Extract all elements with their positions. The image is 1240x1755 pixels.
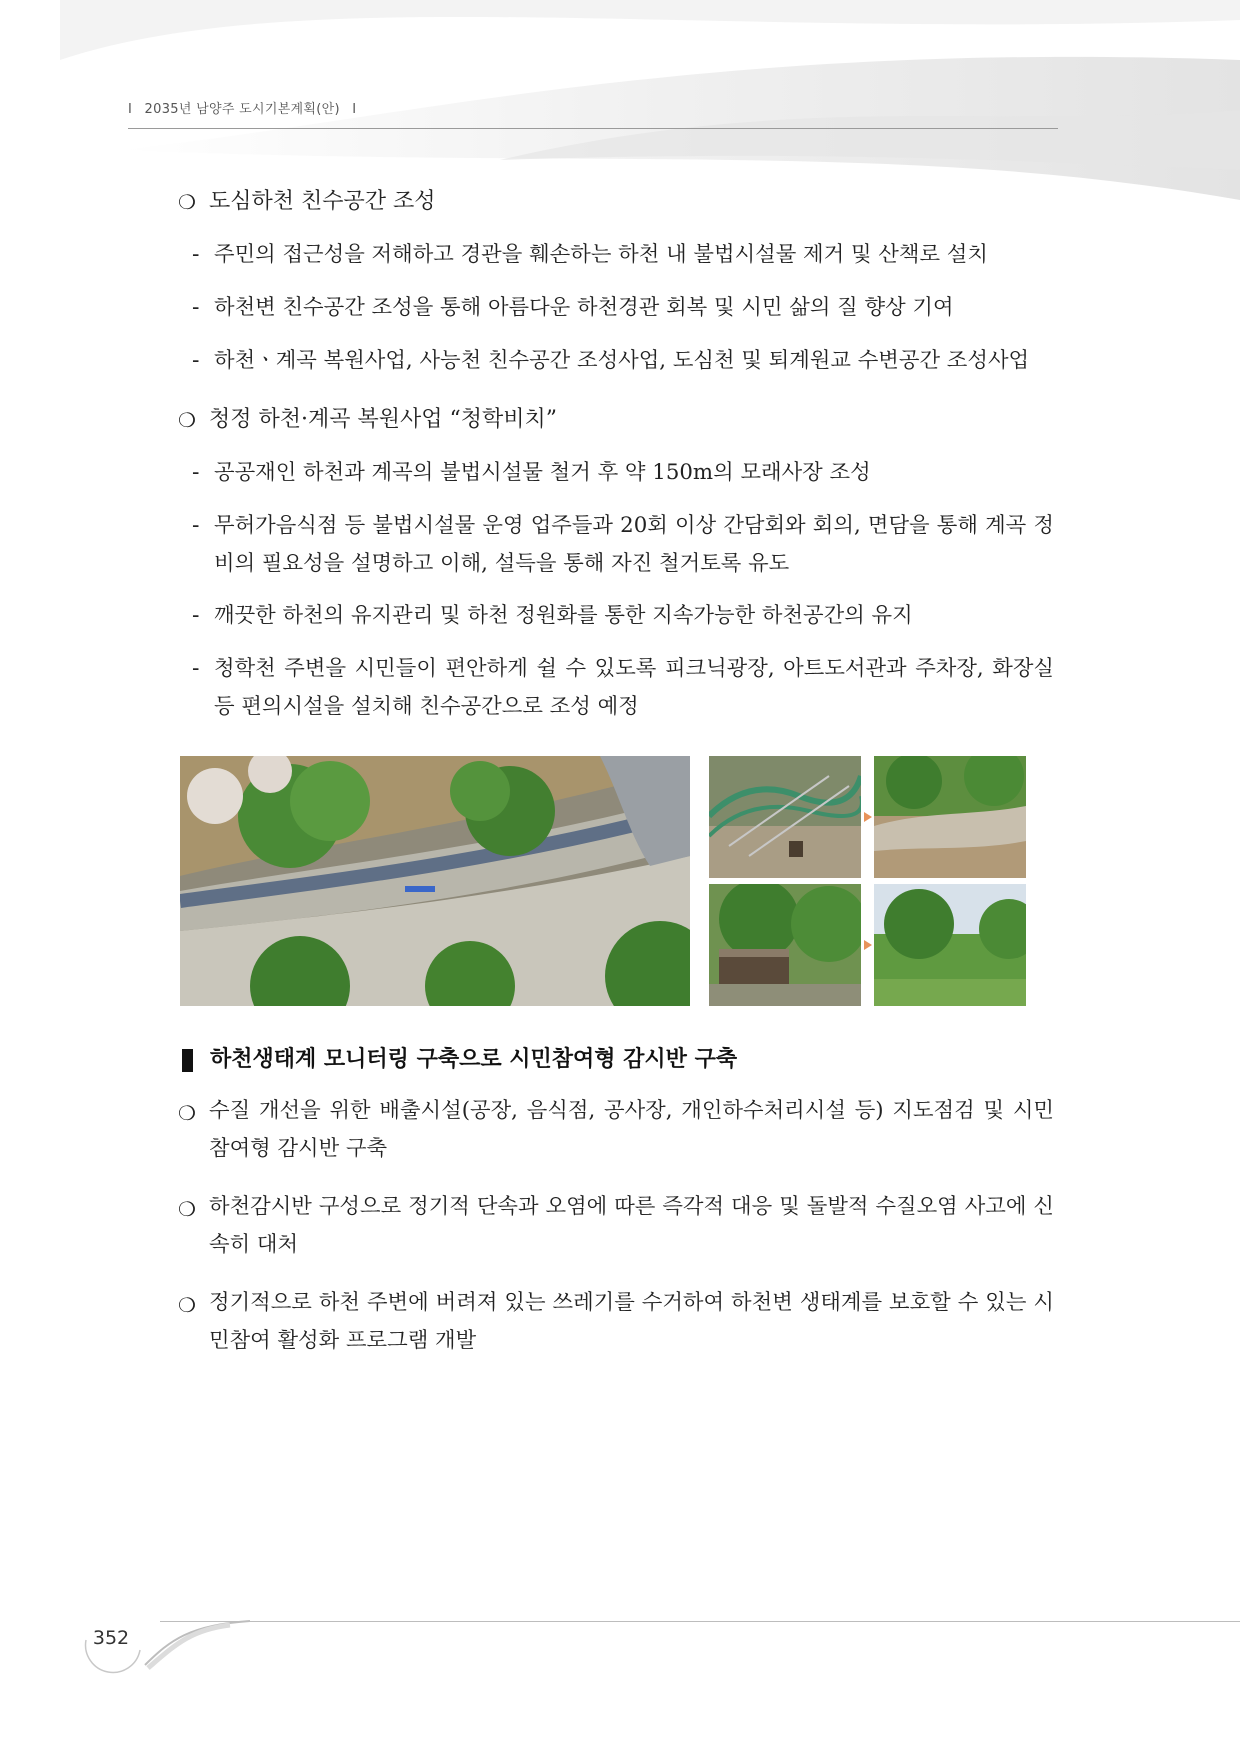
circle-bullet-icon: ❍: [178, 190, 196, 214]
photo-after-1: [874, 756, 1026, 878]
list-item: 수질 개선을 위한 배출시설(공장, 음식점, 공사장, 개인하수처리시설 등) 지도점검 및 시민 참여형 감시반 구축: [209, 1098, 1054, 1161]
list-item: 청학천 주변을 시민들이 편안하게 쉴 수 있도록 피크닉광장, 아트도서관과 주차장, 화장실 등 편의시설을 설치해 친수공간으로 조성 예정: [214, 656, 1054, 719]
circle-bullet-icon: ❍: [178, 1101, 196, 1125]
dash-bullet: -: [192, 513, 200, 538]
heading-marker: [182, 1049, 193, 1072]
photo-after-2: [874, 884, 1026, 1006]
circle-bullet-icon: ❍: [178, 408, 196, 432]
doc-title: 2035년 남양주 도시기본계획(안): [144, 102, 340, 117]
list-item: 깨끗한 하천의 유지관리 및 하천 정원화를 통한 지속가능한 하천공간의 유지: [214, 603, 913, 628]
dash-bullet: -: [192, 295, 200, 320]
running-header: [128, 98, 1058, 129]
arrow-right-icon: [864, 940, 872, 950]
circle-bullet-icon: ❍: [178, 1197, 196, 1221]
list-item: 하천ㆍ계곡 복원사업, 사능천 친수공간 조성사업, 도심천 및 퇴계원교 수변공간 조성사업: [214, 348, 1030, 373]
section-heading: 하천생태계 모니터링 구축으로 시민참여형 감시반 구축: [210, 1047, 738, 1072]
dash-bullet: -: [192, 603, 200, 628]
circle-bullet-icon: ❍: [178, 1293, 196, 1317]
aerial-photo: [180, 756, 690, 1006]
footer-rule: [160, 1621, 1240, 1622]
photo-before-2: [709, 884, 861, 1006]
dash-bullet: -: [192, 348, 200, 373]
arrow-right-icon: [864, 812, 872, 822]
header-bar-right: Ι: [352, 102, 357, 117]
dash-bullet: -: [192, 460, 200, 485]
list-item: 무허가음식점 등 불법시설물 운영 업주들과 20회 이상 간담회와 회의, 면담을 통해 계곡 정비의 필요성을 설명하고 이해, 설득을 통해 자진 철거토록 유도: [214, 513, 1054, 576]
section-title: 청정 하천·계곡 복원사업 “청학비치”: [209, 407, 557, 432]
list-item: 정기적으로 하천 주변에 버려져 있는 쓰레기를 수거하여 하천변 생태계를 보호할 수 있는 시민참여 활성화 프로그램 개발: [209, 1290, 1054, 1353]
list-item: 하천변 친수공간 조성을 통해 아름다운 하천경관 회복 및 시민 삶의 질 향상 기여: [214, 295, 954, 320]
photo-before-1: [709, 756, 861, 878]
page-number: 352: [92, 1627, 130, 1649]
header-bar-left: Ι: [128, 102, 133, 117]
list-item: 주민의 접근성을 저해하고 경관을 훼손하는 하천 내 불법시설물 제거 및 산책로 설치: [214, 242, 988, 267]
dash-bullet: -: [192, 242, 200, 267]
list-item: 하천감시반 구성으로 정기적 단속과 오염에 따른 즉각적 대응 및 돌발적 수질오염 사고에 신속히 대처: [209, 1194, 1054, 1257]
header-decoration: [0, 0, 1240, 260]
dash-bullet: -: [192, 656, 200, 681]
section-title: 도심하천 친수공간 조성: [209, 189, 436, 214]
list-item: 공공재인 하천과 계곡의 불법시설물 철거 후 약 150m의 모래사장 조성: [214, 460, 871, 485]
